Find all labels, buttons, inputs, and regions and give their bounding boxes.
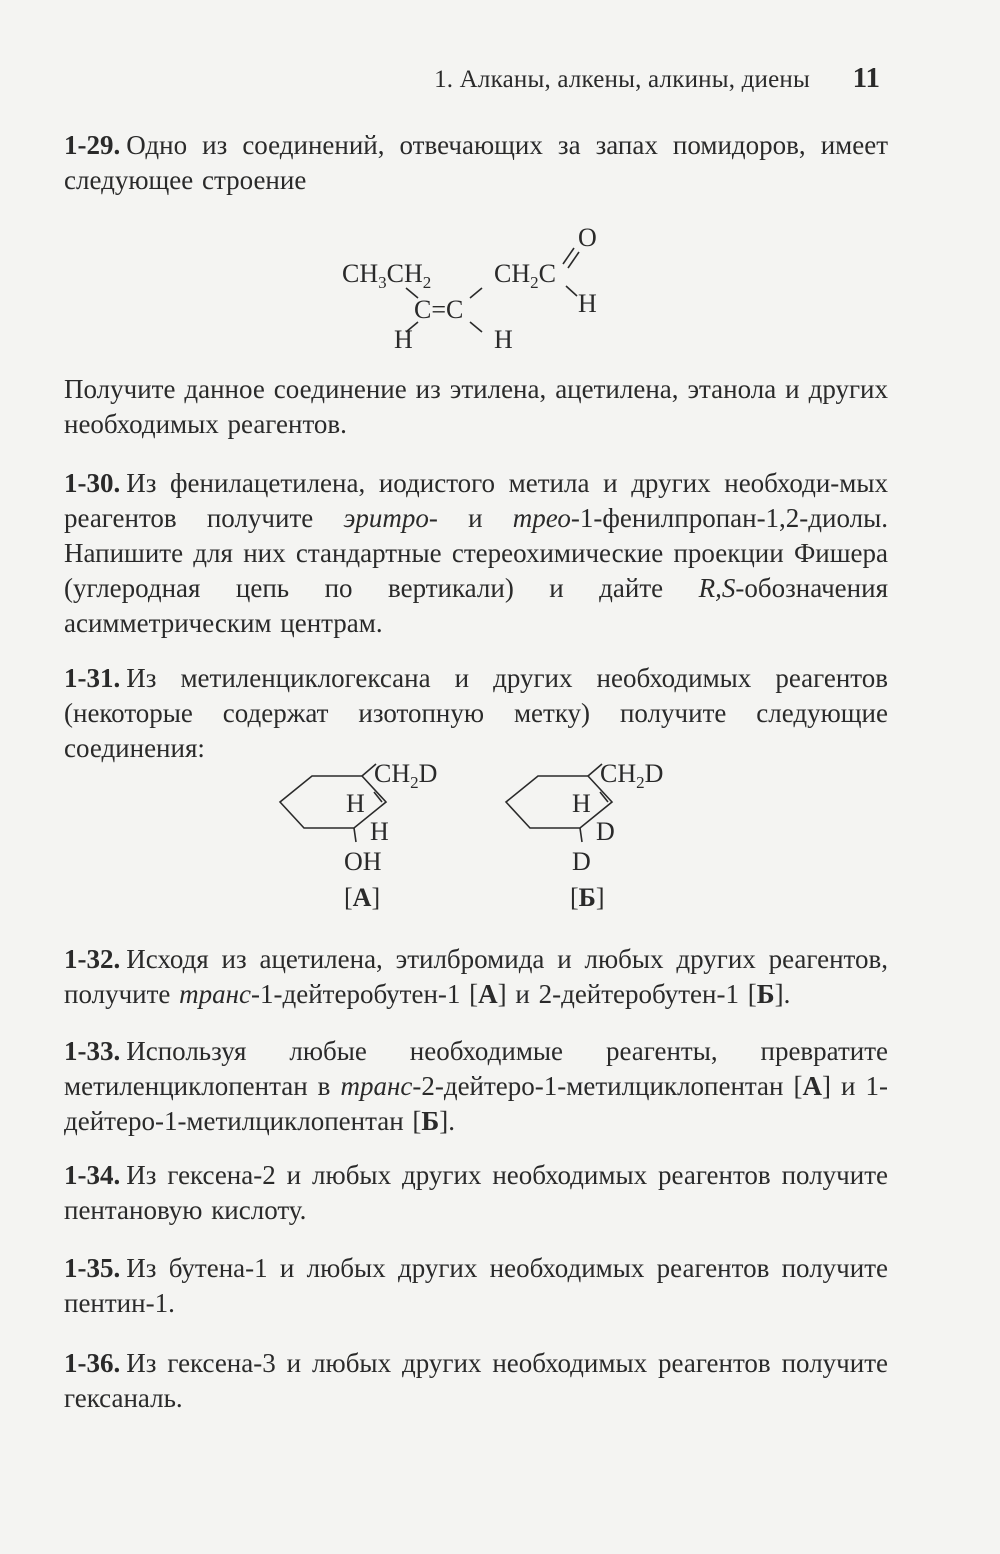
text-part: ] и 1-дейтеро-1-метилциклопентан [ bbox=[64, 1071, 888, 1136]
chapter-title: 1. Алканы, алкены, алкины, диены bbox=[434, 66, 810, 93]
cyclohexane-structures bbox=[270, 756, 700, 924]
text-part: ]. bbox=[439, 1106, 456, 1136]
text-part: -обозначения асимметрическим центрам. bbox=[64, 573, 888, 638]
bold-label: А bbox=[478, 979, 498, 1009]
bold-label: Б bbox=[756, 979, 775, 1009]
problem-text: Из бутена-1 и любых других необходимых реагентов получите пентин-1. bbox=[64, 1253, 888, 1318]
text-part: ]. bbox=[774, 979, 791, 1009]
structure-label-a: [А] bbox=[344, 883, 381, 912]
problem-text: Из гексена-3 и любых других необходимых реагентов получите гексаналь. bbox=[64, 1348, 888, 1413]
problem-text-continued: Получите данное соединение из этилена, ацетилена, этанола и других необходимых реагентов. bbox=[64, 374, 888, 439]
italic-term: транс bbox=[179, 979, 252, 1009]
bold-label: Б bbox=[421, 1106, 440, 1136]
problem-1-36 bbox=[64, 1346, 888, 1416]
text-part: и bbox=[437, 503, 513, 533]
problem-1-29 bbox=[64, 128, 888, 198]
text-part: Из фенилацетилена, иодистого метила и других необходи-мых реагентов получите bbox=[64, 468, 888, 533]
substituent-right: H bbox=[370, 817, 389, 846]
problem-1-31 bbox=[64, 661, 888, 766]
substituent-bottom: OH bbox=[344, 847, 382, 876]
oxygen-atom: O bbox=[578, 223, 597, 252]
italic-term: эритро- bbox=[343, 503, 438, 533]
text-part: -2-дейтеро-1-метилциклопентан [ bbox=[412, 1071, 803, 1101]
running-header bbox=[0, 58, 1000, 98]
text-part: -1-фенилпропан-1,2-диолы. Напишите для них стандартные стереохимические проекции Фишера (углеродная цепь по вертикали) и дайте bbox=[64, 503, 888, 603]
problem-number: 1-29. bbox=[64, 130, 121, 160]
ch2c-group: $CH_2C$ bbox=[494, 259, 556, 292]
ch2d-group: $CH_2D$ bbox=[600, 759, 664, 792]
problem-text: Одно из соединений, отвечающих за запах помидоров, имеет следующее строение bbox=[64, 130, 888, 195]
axial-hydrogen: H bbox=[572, 789, 591, 818]
problem-number: 1-33. bbox=[64, 1036, 121, 1066]
problem-1-32 bbox=[64, 942, 888, 1012]
problem-1-29-continued bbox=[64, 372, 888, 442]
structure-b bbox=[506, 759, 663, 912]
problem-number: 1-32. bbox=[64, 944, 121, 974]
ch2d-group: $CH_2D$ bbox=[374, 759, 438, 792]
substituent-bottom: D bbox=[572, 847, 591, 876]
problem-1-34 bbox=[64, 1158, 888, 1228]
structure-a bbox=[280, 759, 437, 912]
problem-1-30 bbox=[64, 466, 888, 641]
problem-1-35 bbox=[64, 1251, 888, 1321]
italic-term: R,S bbox=[698, 573, 736, 603]
tomato-aldehyde-formula bbox=[320, 218, 650, 360]
problem-number: 1-36. bbox=[64, 1348, 121, 1378]
problem-number: 1-35. bbox=[64, 1253, 121, 1283]
ch3-group: $CH_3CH_2$ bbox=[342, 259, 432, 292]
bold-label: А bbox=[802, 1071, 823, 1101]
substituent-right: D bbox=[596, 817, 615, 846]
aldehyde-hydrogen: H bbox=[578, 289, 597, 318]
page-number: 11 bbox=[852, 62, 880, 94]
text-part: ] и 2-дейтеробутен-1 [ bbox=[497, 979, 757, 1009]
structure-label-b: [Б] bbox=[570, 883, 605, 912]
hydrogen-left: H bbox=[394, 325, 413, 354]
text-part: Исходя из ацетилена, этилбромида и любых других реагентов, получите bbox=[64, 944, 888, 1009]
problem-text: Из гексена-2 и любых других необходимых реагентов получите пентановую кислоту. bbox=[64, 1160, 888, 1225]
italic-term: трео bbox=[512, 503, 571, 533]
problem-number: 1-34. bbox=[64, 1160, 121, 1190]
italic-term: транс bbox=[340, 1071, 413, 1101]
double-bond-carbons: C=C bbox=[414, 295, 464, 324]
axial-hydrogen: H bbox=[346, 789, 365, 818]
problem-number: 1-31. bbox=[64, 663, 121, 693]
text-part: -1-дейтеробутен-1 [ bbox=[251, 979, 479, 1009]
problem-number: 1-30. bbox=[64, 468, 121, 498]
text-part: Используя любые необходимые реагенты, превратите метиленциклопентан в bbox=[64, 1036, 888, 1101]
problem-1-33 bbox=[64, 1034, 888, 1139]
hydrogen-right: H bbox=[494, 325, 513, 354]
problem-text: Из метиленциклогексана и других необходимых реагентов (некоторые содержат изотопную метку) получите следующие соединения: bbox=[64, 663, 888, 763]
